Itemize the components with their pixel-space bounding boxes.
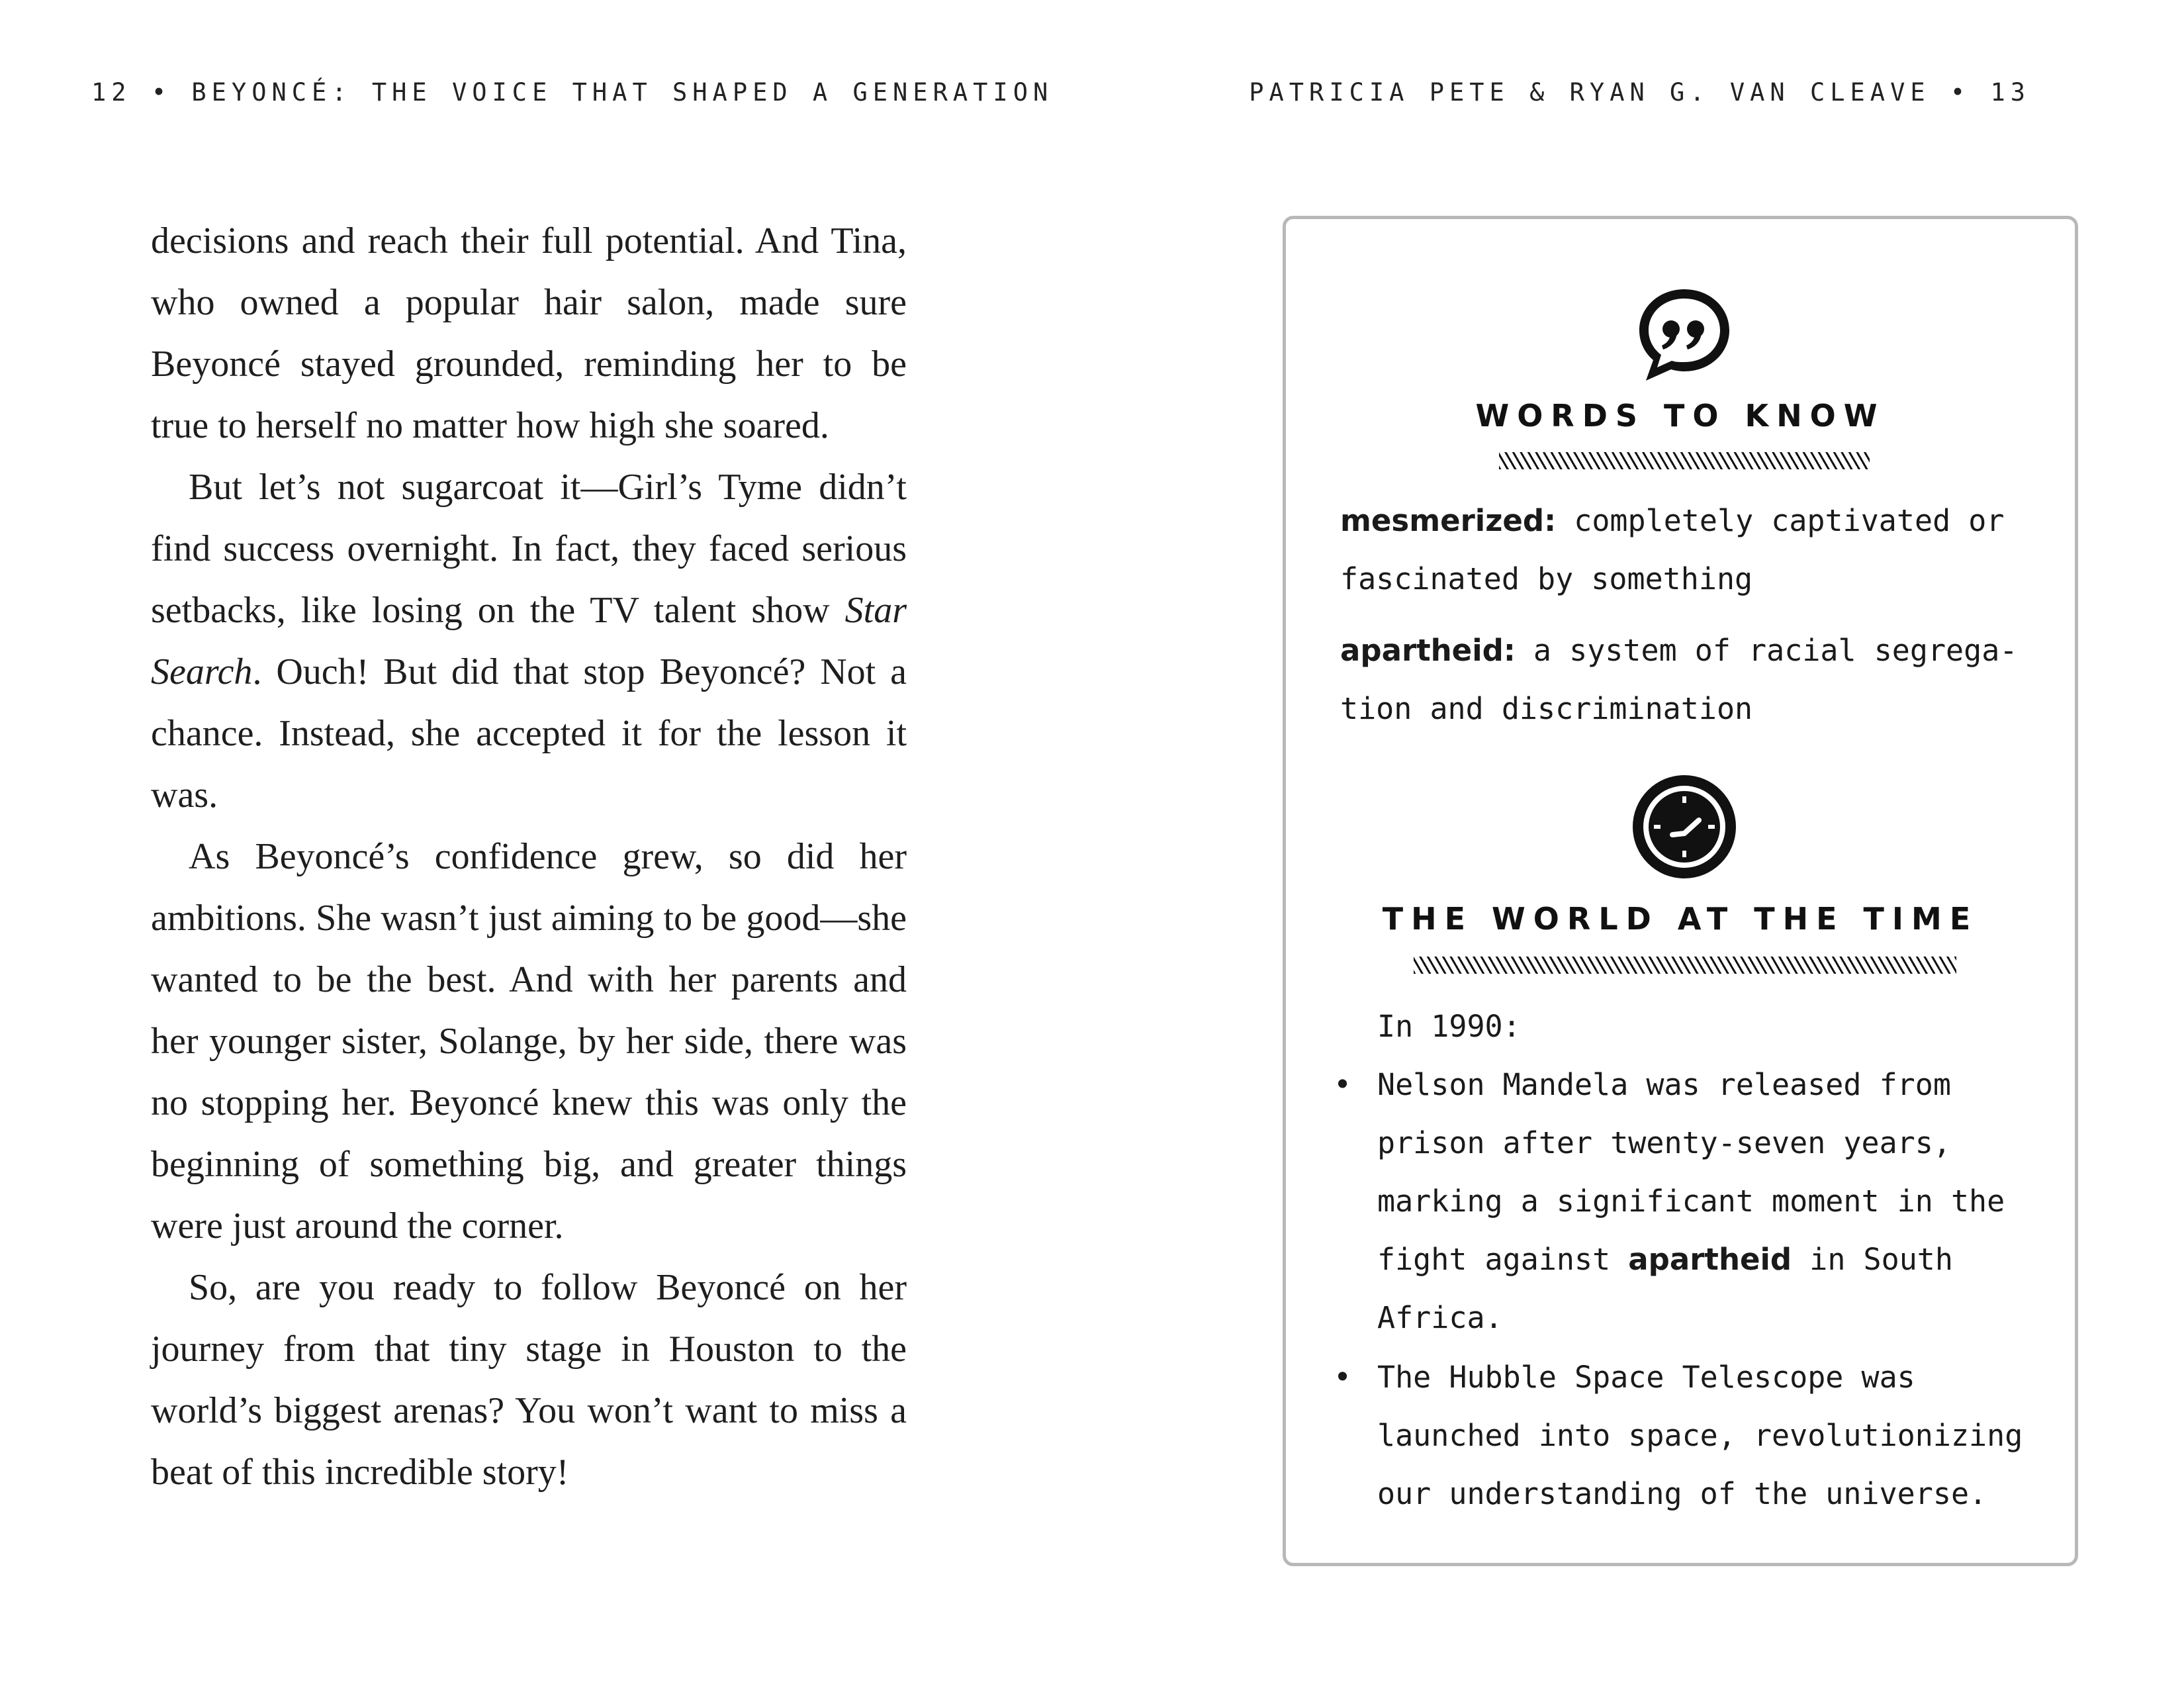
definition-mesmerized: [1340, 492, 2042, 608]
sidebar-box: [1283, 216, 2078, 1566]
bullet-marker: •: [1334, 1360, 1352, 1395]
definition-text: a system of racial segrega-tion and discrimination: [1340, 633, 2018, 726]
paragraph-2-end: . Ouch! But did that stop Beyoncé? Not a chance. Instead, she accepted it for the lesson it was.: [151, 651, 907, 816]
speech-bubble-quote-icon: [1630, 281, 1739, 390]
definition-apartheid: [1340, 622, 2042, 738]
paragraph-2: [151, 457, 907, 826]
item-text-end: in South Africa.: [1377, 1242, 1953, 1335]
hatch-divider-2: [1414, 957, 1956, 974]
definition-term: apartheid:: [1340, 633, 1516, 668]
clock-icon: [1630, 773, 1739, 881]
timeline-item-hubble: [1377, 1348, 2046, 1523]
bullet-marker: •: [1334, 1067, 1352, 1102]
paragraph-1: decisions and reach their full potential. And Tina, who owned a popular hair salon, made sure Beyoncé stayed grounded, reminding her to be true to herself no matter how high she soared.: [151, 220, 907, 446]
timeline-intro: In 1990:: [1377, 1009, 1521, 1044]
body-text-column: [151, 211, 907, 1503]
running-head-left: 12 • BEYONCÉ: THE VOICE THAT SHAPED A GENERATION: [91, 78, 1054, 107]
show-title-star-search: Star Search: [151, 590, 907, 692]
definition-term: mesmerized:: [1340, 503, 1557, 538]
running-head-right: PATRICIA PETE & RYAN G. VAN CLEAVE • 13: [1249, 78, 2030, 107]
timeline-item-mandela: [1377, 1056, 2046, 1347]
definition-text: completely captivated or fascinated by something: [1340, 503, 2005, 596]
item-text: The Hubble Space Telescope was launched into space, revolutionizing our understanding of the universe.: [1377, 1360, 2023, 1511]
paragraph-3: As Beyoncé’s confidence grew, so did her ambitions. She wasn’t just aiming to be good—she wanted to be the best. And with her parents and her younger sister, Solange, by her side, there was no stopping her. Beyoncé knew this was only the beginning of something big, and greater things were just around the corner.: [151, 836, 907, 1246]
paragraph-2-start: But let’s not sugarcoat it—Girl’s Tyme didn’t find success overnight. In fact, they faced serious setbacks, like losing on the TV talent show: [151, 467, 907, 631]
item-text: Nelson Mandela was released from prison after twenty-seven years, marking a significant moment in the fight against: [1377, 1067, 2005, 1277]
world-at-the-time-title: THE WORLD AT THE TIME: [1382, 901, 1979, 937]
paragraph-4: So, are you ready to follow Beyoncé on her journey from that tiny stage in Houston to the world’s biggest arenas? You won’t want to miss a beat of this incredible story!: [151, 1267, 907, 1493]
words-to-know-title: WORDS TO KNOW: [1475, 398, 1886, 434]
hatch-divider-1: [1499, 452, 1870, 469]
item-bold-term: apartheid: [1628, 1242, 1792, 1277]
